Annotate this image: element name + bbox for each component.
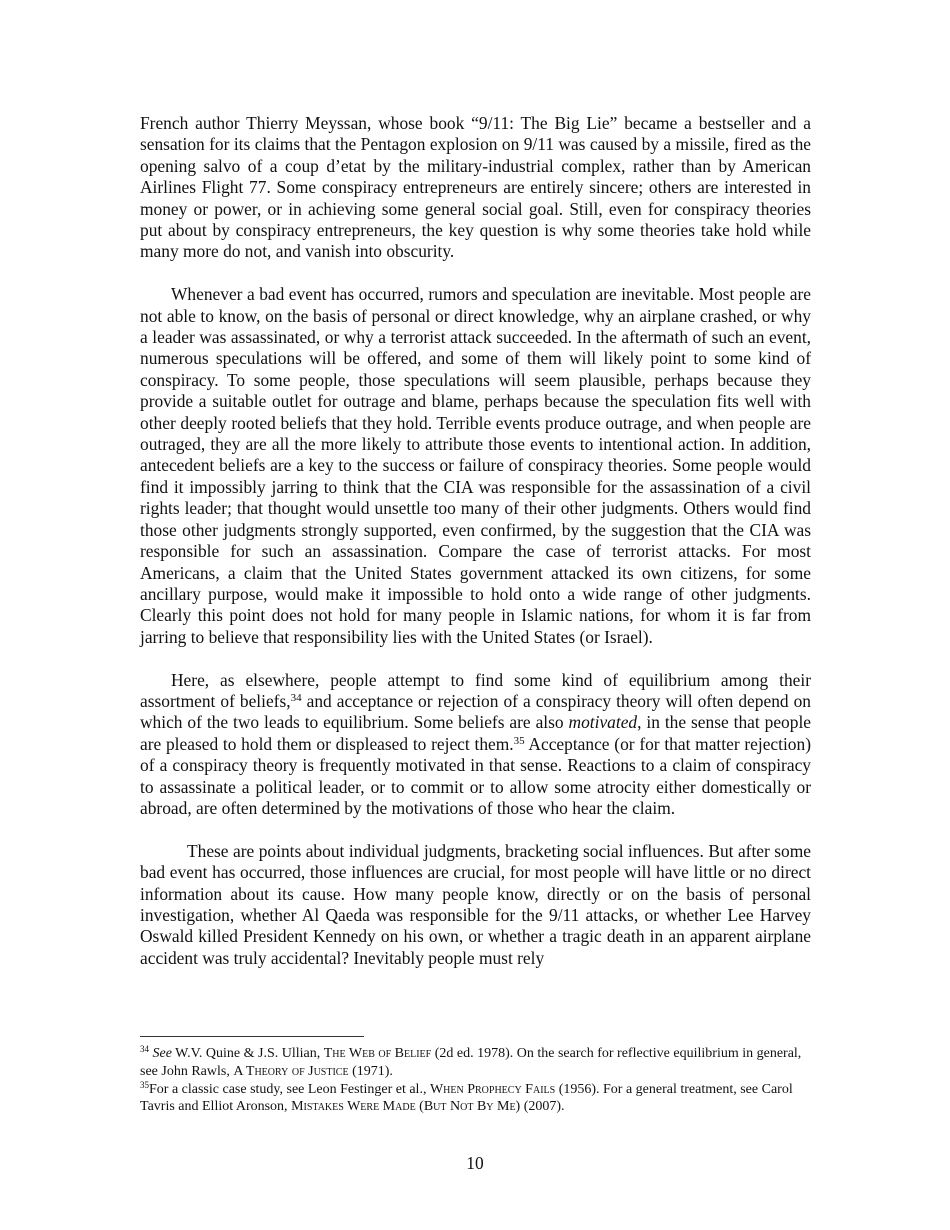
body-text: [140, 113, 811, 991]
footnote-ref-35[interactable]: 35: [513, 734, 525, 747]
footnote-text: (1971).: [348, 1063, 393, 1079]
footnote-text: (2d ed. 1978). On the search for reflective equilibrium in general, see John Rawls,: [140, 1046, 802, 1079]
book-title: The Web of Belief: [323, 1046, 432, 1061]
book-title: When Prophecy Fails: [429, 1081, 556, 1097]
paragraph-1: French author Thierry Meyssan, whose book “9/11: The Big Lie” became a bestseller and a sensation for its claims that the Pentagon explosion on 9/11 was caused by a missile, fired as the opening salvo of a coup d’etat by the military-industrial complex, rather than by American Airlines Flight 77. Some conspiracy entrepreneurs are entirely sincere; others are interested in money or power, or in achieving some general social goal. Still, even for conspiracy theories put about by conspiracy entrepreneurs, the key question is why some theories take hold while many more do not, and vanish into obscurity.: [140, 113, 811, 262]
footnote-34: [140, 1045, 811, 1081]
paragraph-4: These are points about individual judgments, bracketing social influences. But after some bad event has occurred, those influences are crucial, for most people will have little or no direct information about its cause. How many people know, directly or on the basis of personal investigation, whether Al Qaeda was responsible for the 9/11 attacks, or whether Lee Harvey Oswald killed President Kennedy on his own, or whether a tragic death in an apparent airplane accident was truly accidental? Inevitably people must rely: [140, 840, 811, 968]
paragraph-2: Whenever a bad event has occurred, rumors and speculation are inevitable. Most people are not able to know, on the basis of personal or direct knowledge, why an airplane crashed, or why a leader was assassinated, or why a terrorist attack succeeded. In the aftermath of such an event, numerous speculations will be offered, and some of them will likely point to some kind of conspiracy. To some people, those speculations will seem plausible, perhaps because they provide a suitable outlet for outrage and blame, perhaps because the speculation fits well with other deeply rooted beliefs that they hold. Terrible events produce outrage, and when people are outraged, they are all the more likely to attribute those events to intentional action. In addition, antecedent beliefs are a key to the success or failure of conspiracy theories. Some people would find it impossibly jarring to think that the CIA was responsible for the assassination of a civil rights leader; that thought would unsettle too many of their other judgments. Others would find those other judgments strongly supported, even confirmed, by the suggestion that the CIA was responsible for such an assassination. Compare the case of terrorist attacks. For most Americans, a claim that the United States government attacked its own citizens, for some ancillary purpose, would make it impossible to hold onto a wide range of other judgments. Clearly this point does not hold for many people in Islamic nations, for whom it is far from jarring to believe that responsibility lies with the United States (or Israel).: [140, 284, 811, 647]
paragraph-3-part-4: Acceptance (or for that matter rejection) of a conspiracy theory is frequently motivated in that sense. Reactions to a claim of conspiracy to assassinate a political leader, or to commit or to allow some atrocity either domestically or abroad, are often determined by the motivations of those who hear the claim.: [140, 733, 811, 818]
footnote-35: [140, 1081, 811, 1117]
page-number: 10: [466, 1153, 484, 1173]
footnote-number: 35: [140, 1079, 149, 1090]
emphasis-motivated: motivated: [568, 712, 638, 733]
paragraph-3-part-2: and acceptance or rejection of a conspiracy theory will often depend on which of the two leads to equilibrium. Some beliefs are also: [140, 690, 812, 733]
paragraph-3-part-1: Here, as elsewhere, people attempt to find some kind of equilibrium among their assortment of beliefs,: [140, 669, 811, 711]
paragraph-3: [140, 670, 811, 820]
footnote-text: W.V. Quine & J.S. Ullian,: [171, 1046, 324, 1061]
footnote-text: (1956). For a general treatment, see Carol Tavris and Elliot Aronson,: [140, 1081, 793, 1115]
paragraph-3-part-3: , in the sense that people are pleased to hold them or displeased to reject them.: [140, 712, 811, 754]
footnote-ref-34[interactable]: 34: [290, 691, 302, 704]
footnote-see: See: [152, 1046, 172, 1061]
footnotes: [140, 1045, 811, 1116]
book-title: A Theory of Justice: [233, 1063, 349, 1079]
book-title: Mistakes Were Made (But Not By Me): [291, 1099, 521, 1115]
footnote-text: (2007).: [520, 1099, 565, 1115]
footnote-text: For a classic case study, see Leon Festinger et al.,: [149, 1081, 430, 1097]
footnote-separator: [140, 1036, 364, 1037]
footnote-number: 34: [140, 1044, 149, 1054]
